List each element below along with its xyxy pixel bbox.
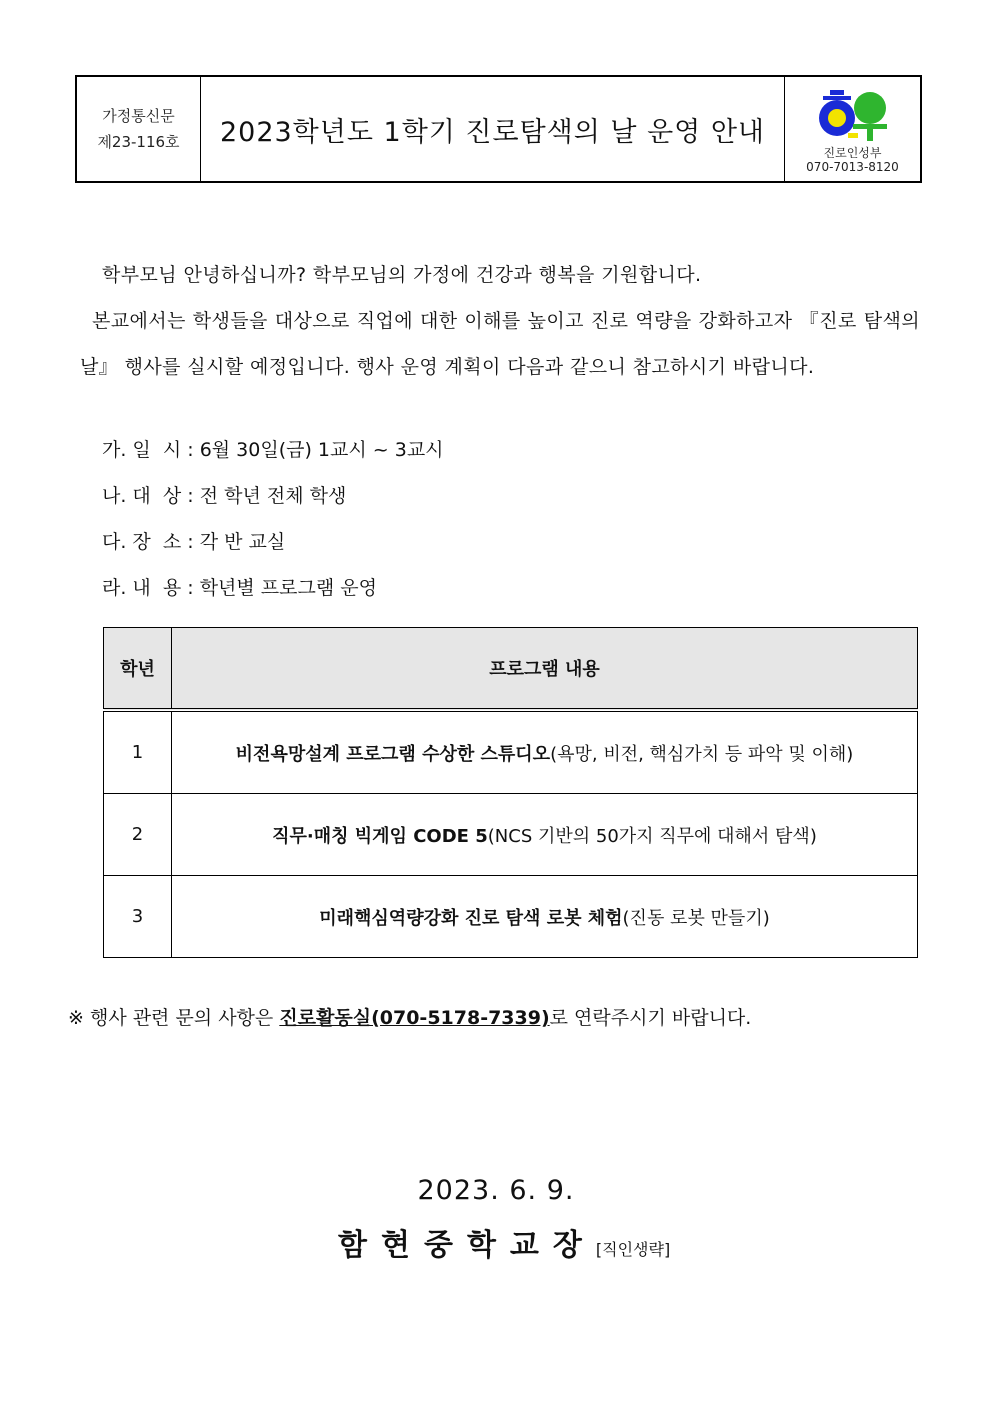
note-prefix: ※ 행사 관련 문의 사항은 bbox=[68, 1007, 280, 1029]
cell-program bbox=[172, 876, 918, 958]
issue-date: 2023. 6. 9. bbox=[417, 1175, 575, 1206]
header-grade: 학년 bbox=[104, 628, 172, 711]
event-details bbox=[102, 427, 444, 611]
program-detail: (NCS 기반의 50가지 직무에 대해서 탐색) bbox=[487, 825, 817, 847]
seal-note: [직인생략] bbox=[595, 1240, 671, 1259]
header-program: 프로그램 내용 bbox=[172, 628, 918, 711]
inquiry-note bbox=[68, 996, 751, 1040]
cell-grade: 3 bbox=[104, 876, 172, 958]
doc-number: 제23-116호 bbox=[97, 133, 180, 151]
cell-program bbox=[172, 794, 918, 876]
cell-grade: 1 bbox=[104, 710, 172, 794]
table-row bbox=[104, 876, 918, 958]
greeting-paragraph: 학부모님 안녕하십니까? 학부모님의 가정에 건강과 행복을 기원합니다. bbox=[102, 264, 702, 286]
intro-paragraph: 본교에서는 학생들을 대상으로 직업에 대한 이해를 높이고 진로 역량을 강화하고자 『진로 탐색의 날』 행사를 실시할 예정입니다. 행사 운영 계획이 다음과 같으니 참고하시기 바랍니다. bbox=[80, 310, 920, 378]
cell-grade: 2 bbox=[104, 794, 172, 876]
doc-type: 가정통신문 bbox=[102, 107, 175, 125]
contact-info: 진로활동실(070-5178-7339) bbox=[279, 1007, 550, 1029]
header-box bbox=[75, 75, 922, 183]
note-suffix: 로 연락주시기 바랍니다. bbox=[549, 1007, 752, 1029]
program-name: 비전욕망설계 프로그램 수상한 스튜디오 bbox=[235, 743, 551, 765]
detail-content: 라. 내 용 : 학년별 프로그램 운영 bbox=[102, 577, 377, 599]
school-logo-icon bbox=[817, 86, 889, 144]
dept-name: 진로인성부 bbox=[823, 146, 882, 160]
dept-info bbox=[784, 77, 920, 181]
program-name: 미래핵심역량강화 진로 탐색 로봇 체험 bbox=[319, 907, 623, 929]
doc-info bbox=[77, 77, 201, 181]
program-detail: (욕망, 비전, 핵심가치 등 파악 및 이해) bbox=[550, 743, 854, 765]
page-title: 2023학년도 1학기 진로탐색의 날 운영 안내 bbox=[219, 116, 766, 148]
signature bbox=[338, 1220, 670, 1264]
signer-name: 함현중학교장 bbox=[338, 1228, 596, 1263]
program-name: 직무·매칭 빅게임 CODE 5 bbox=[272, 825, 488, 847]
cell-program bbox=[172, 710, 918, 794]
table-row bbox=[104, 794, 918, 876]
detail-place: 다. 장 소 : 각 반 교실 bbox=[102, 531, 286, 553]
program-detail: (진동 로봇 만들기) bbox=[622, 907, 770, 929]
detail-date: 가. 일 시 : 6월 30일(금) 1교시 ~ 3교시 bbox=[102, 439, 444, 461]
dept-phone: 070-7013-8120 bbox=[806, 160, 899, 174]
table-header-row bbox=[104, 628, 918, 711]
detail-target: 나. 대 상 : 전 학년 전체 학생 bbox=[102, 485, 347, 507]
program-table bbox=[103, 627, 918, 958]
table-row bbox=[104, 710, 918, 794]
